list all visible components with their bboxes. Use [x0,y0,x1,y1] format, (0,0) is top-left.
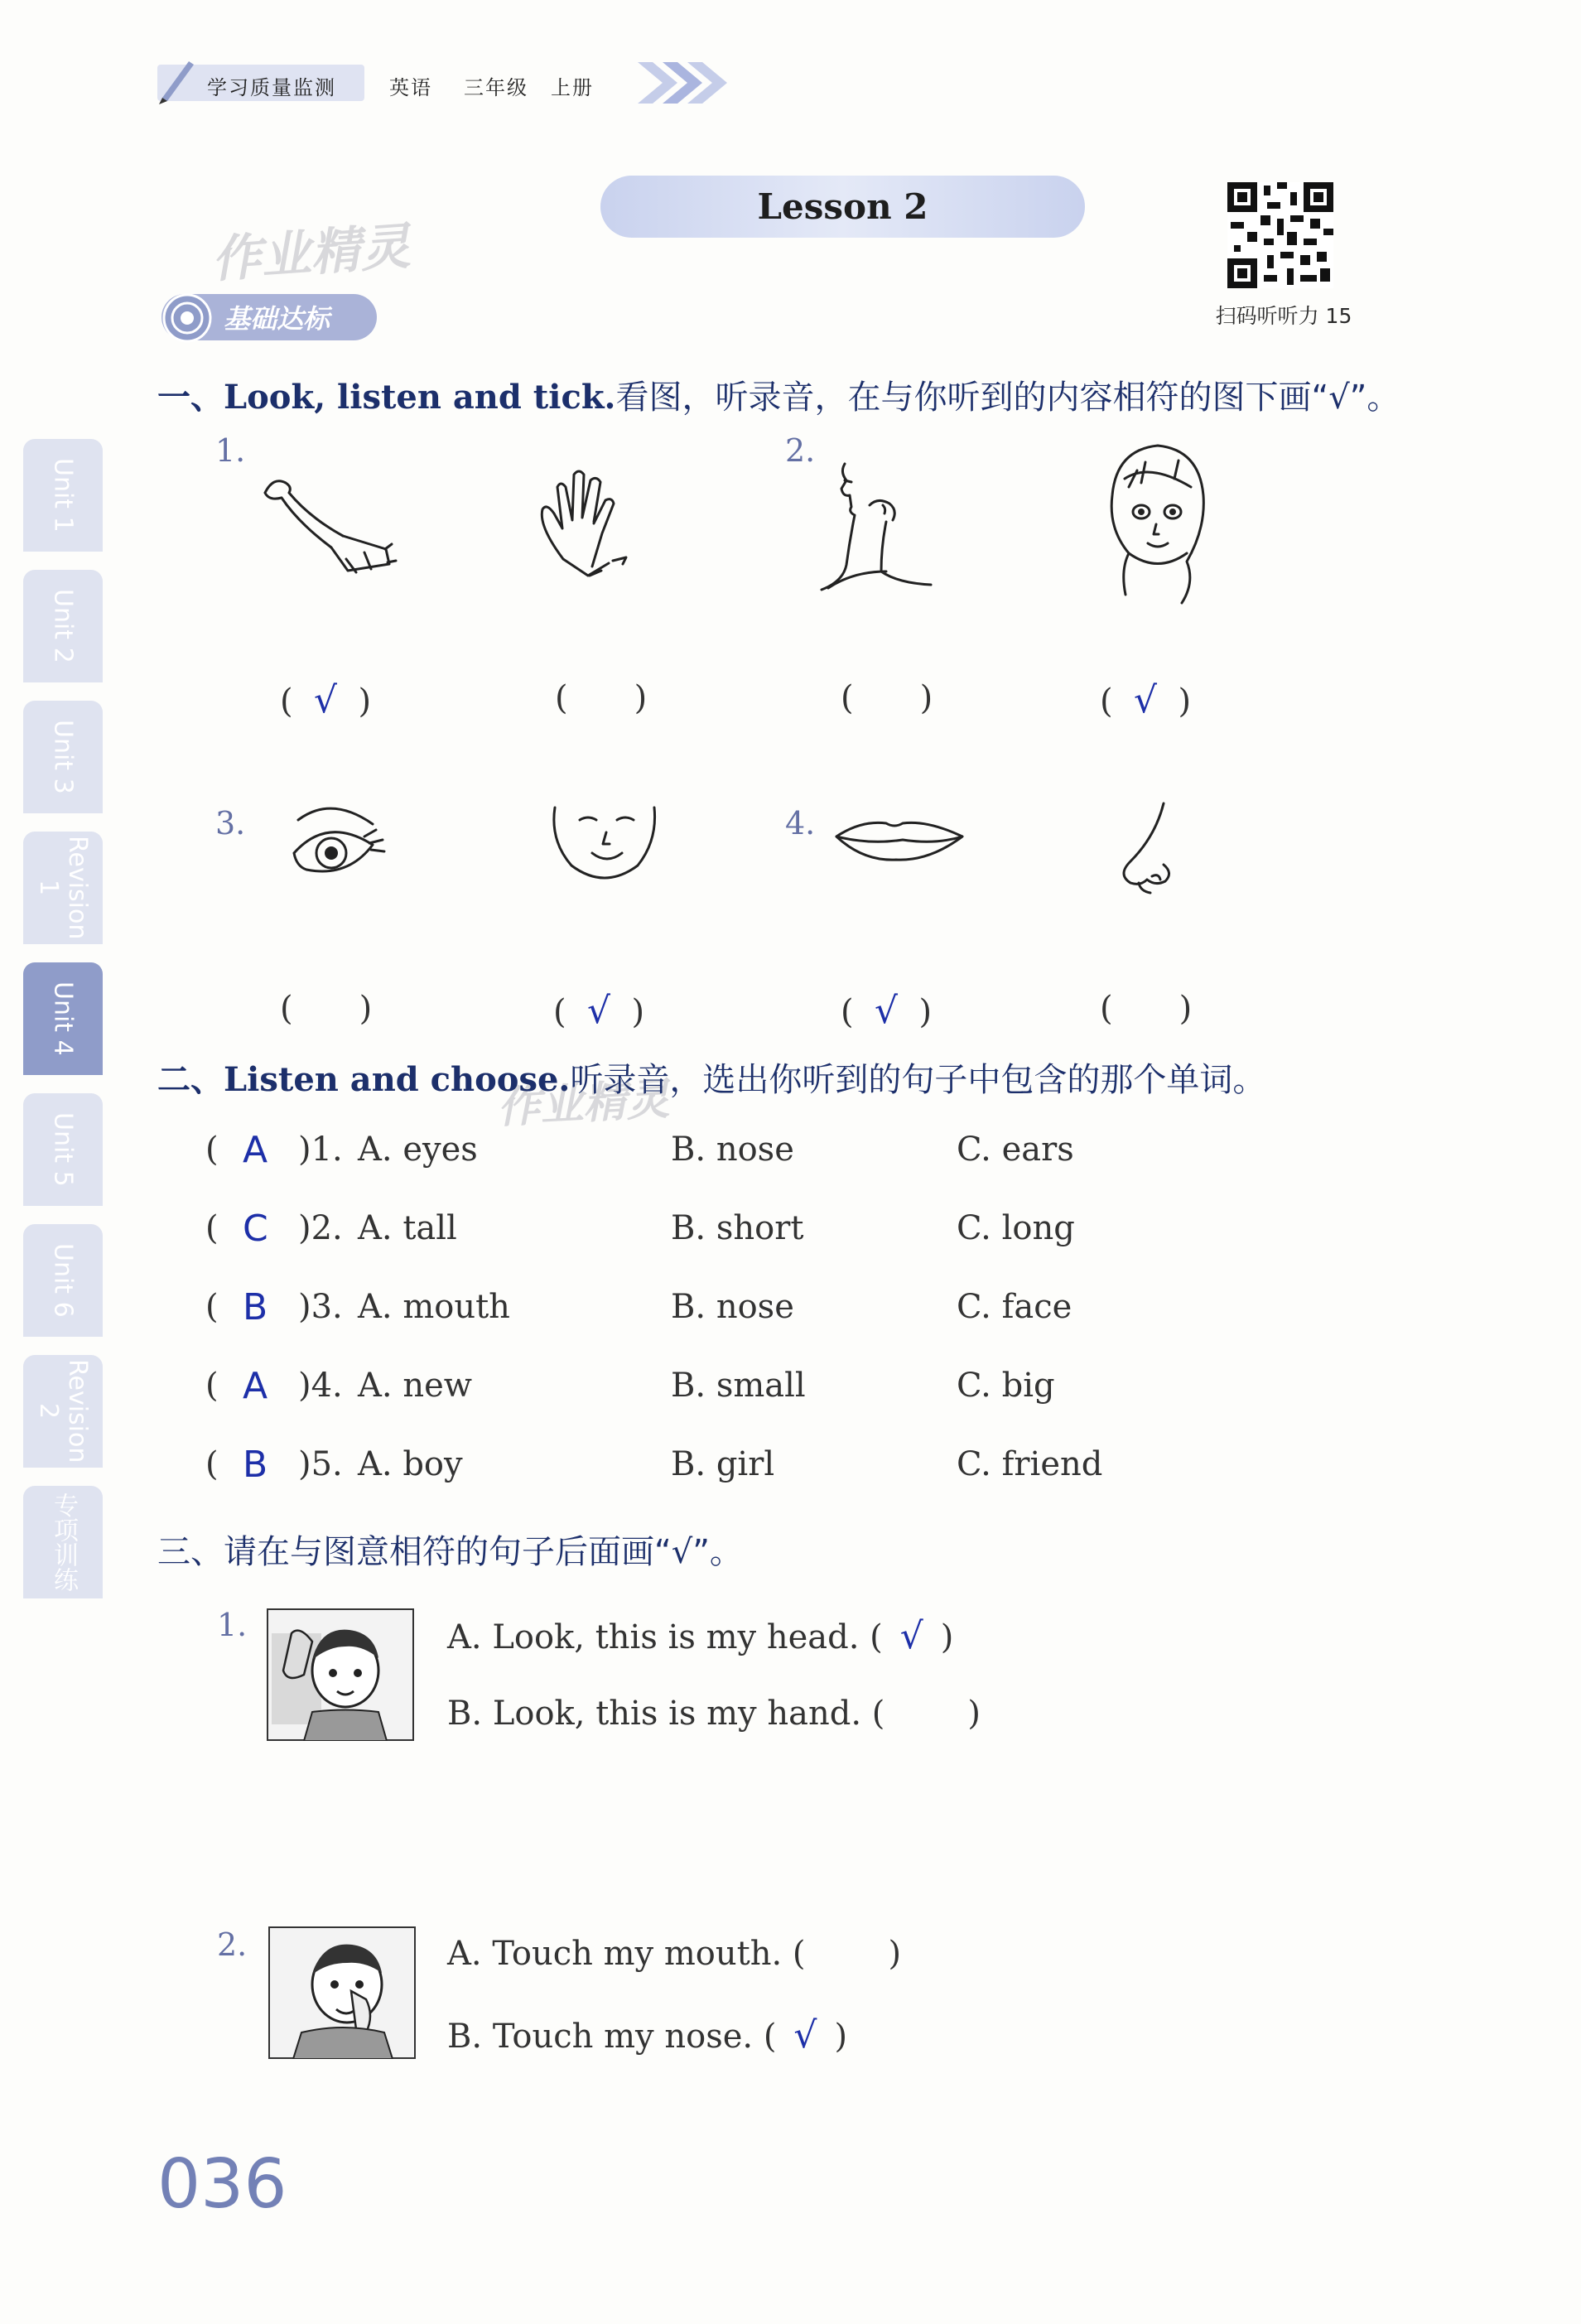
lesson-title: Lesson 2 [757,186,928,227]
tick-mark: √ [1134,679,1158,721]
header-series: 学习质量监测 [207,76,336,99]
sentence-option-a: A. Touch my mouth. ( ) [447,1935,902,1973]
section1-heading-en: 一、Look, listen and tick. [157,378,616,417]
chevron-decor-icon [638,58,737,108]
answer-paren[interactable]: ( [205,1367,219,1405]
side-tab[interactable] [23,1486,103,1598]
answer-letter: C [243,1208,268,1250]
tick-mark: √ [875,990,899,1032]
item-number: )1. [298,1131,343,1169]
answer-paren[interactable]: ( [205,1131,219,1169]
answer-paren[interactable]: ( [205,1445,219,1483]
group-number: 2. [785,432,816,469]
sentence-text: B. Look, this is my hand. ( [447,1695,885,1733]
answer-paren[interactable]: ( √ ) [841,990,933,1032]
tick-mark[interactable]: √ [899,1615,923,1657]
option-c[interactable]: C. friend [957,1445,1103,1483]
answer-paren[interactable]: ( √ ) [553,990,645,1032]
answer-paren[interactable]: ( √ ) [280,679,372,721]
side-tab-label: 专项训练 [49,1492,78,1592]
side-tab[interactable] [23,1093,103,1206]
badge-label: 基础达标 [224,303,330,335]
pen-icon [156,55,197,104]
side-tab[interactable] [23,962,103,1075]
hair-icon[interactable] [1092,437,1224,611]
answer-paren[interactable]: ( ) [1100,990,1193,1028]
answer-paren[interactable]: ( ) [841,679,933,717]
tick-mark: √ [314,679,338,721]
answer-paren[interactable]: ( ) [280,990,373,1028]
option-c[interactable]: C. long [957,1209,1075,1247]
mouth-icon[interactable] [828,803,977,870]
option-a[interactable]: A. tall [358,1209,457,1247]
watermark: 作业精灵 [210,217,412,290]
section2-heading-cn: 听录音，选出你听到的句子中包含的那个单词。 [570,1061,1266,1099]
side-tab-label: Unit 4 [48,981,78,1056]
item-number: 2. [217,1926,248,1963]
option-c[interactable]: C. face [957,1288,1072,1326]
section2-heading-en: 二、Listen and choose. [157,1060,571,1099]
option-b[interactable]: B. nose [671,1131,794,1169]
side-tab-label: Unit 3 [48,720,78,794]
sentence-option-b: B. Look, this is my hand. ( ) [447,1695,981,1733]
sentence-text: B. Touch my nose. ( [447,2018,777,2056]
answer-paren[interactable]: ( [205,1209,219,1247]
face-icon[interactable] [547,799,671,890]
answer-paren[interactable]: ( [205,1288,219,1326]
option-a[interactable]: A. eyes [358,1131,478,1169]
section3-heading-text: 三、请在与图意相符的句子后面画“√”。 [157,1533,743,1571]
sentence-option-b: B. Touch my nose. ( √ ) [447,2014,848,2056]
side-tab-label: Revision 1 [34,836,92,940]
side-tab[interactable] [23,701,103,813]
answer-letter: B [243,1444,268,1486]
side-tab[interactable] [23,1224,103,1337]
group-number: 4. [785,805,816,841]
side-tab-label: Revision 2 [34,1359,92,1463]
option-b[interactable]: B. girl [671,1445,775,1483]
sentence-option-a: A. Look, this is my head. ( √ ) [447,1615,954,1657]
side-tab[interactable] [23,1355,103,1468]
boy-touching-nose-image [268,1926,416,2059]
qr-caption: 扫码听听力 15 [1215,304,1352,328]
option-b[interactable]: B. nose [671,1288,794,1326]
answer-letter: B [243,1286,268,1328]
answer-paren[interactable]: ( ) [555,679,648,717]
tick-mark[interactable]: √ [793,2014,817,2056]
nose-icon[interactable] [1106,795,1197,903]
section3-heading [157,1526,743,1573]
watermark: 作业精灵 [495,1074,671,1134]
answer-letter: A [243,1129,268,1171]
boy-touching-head-image [267,1608,414,1741]
neck-icon[interactable] [812,456,944,605]
item-number: )2. [298,1209,343,1247]
side-tab-label: Unit 1 [48,458,78,533]
section2-heading [157,1054,1265,1101]
option-c[interactable]: C. ears [957,1131,1074,1169]
target-icon [161,292,213,344]
answer-paren[interactable]: ( √ ) [1100,679,1192,721]
sentence-text: A. Touch my mouth. ( [447,1935,806,1973]
side-tab-label: Unit 2 [48,589,78,663]
side-tab-label: Unit 6 [48,1243,78,1318]
side-tab[interactable] [23,832,103,944]
section1-heading-cn: 看图，听录音，在与你听到的内容相符的图下画“√”。 [615,378,1400,417]
item-number: )5. [298,1445,343,1483]
option-a[interactable]: A. new [358,1367,472,1405]
group-number: 3. [215,805,246,841]
section1-heading [157,371,1400,418]
tick-mark: √ [587,990,611,1032]
hand-icon[interactable] [530,460,663,584]
answer-letter: A [243,1365,268,1407]
item-number: )3. [298,1288,343,1326]
eye-icon[interactable] [282,795,389,894]
header-term: 上册 [551,76,594,99]
side-tab[interactable] [23,439,103,552]
group-number: 1. [215,432,246,469]
item-number: )4. [298,1367,343,1405]
arm-icon[interactable] [248,460,406,584]
side-tab[interactable] [23,570,103,682]
item-number: 1. [217,1607,248,1643]
option-b[interactable]: B. small [671,1367,806,1405]
qr-code-icon[interactable] [1227,182,1333,288]
option-b[interactable]: B. short [671,1209,804,1247]
option-a[interactable]: A. boy [358,1445,463,1483]
option-a[interactable]: A. mouth [358,1288,510,1326]
header-subject: 英语 [389,76,432,99]
option-c[interactable]: C. big [957,1367,1055,1405]
side-tab-label: Unit 5 [48,1112,78,1187]
sentence-text: A. Look, this is my head. ( [447,1618,883,1656]
header-grade: 三年级 [464,76,528,99]
page-number: 036 [157,2145,287,2224]
